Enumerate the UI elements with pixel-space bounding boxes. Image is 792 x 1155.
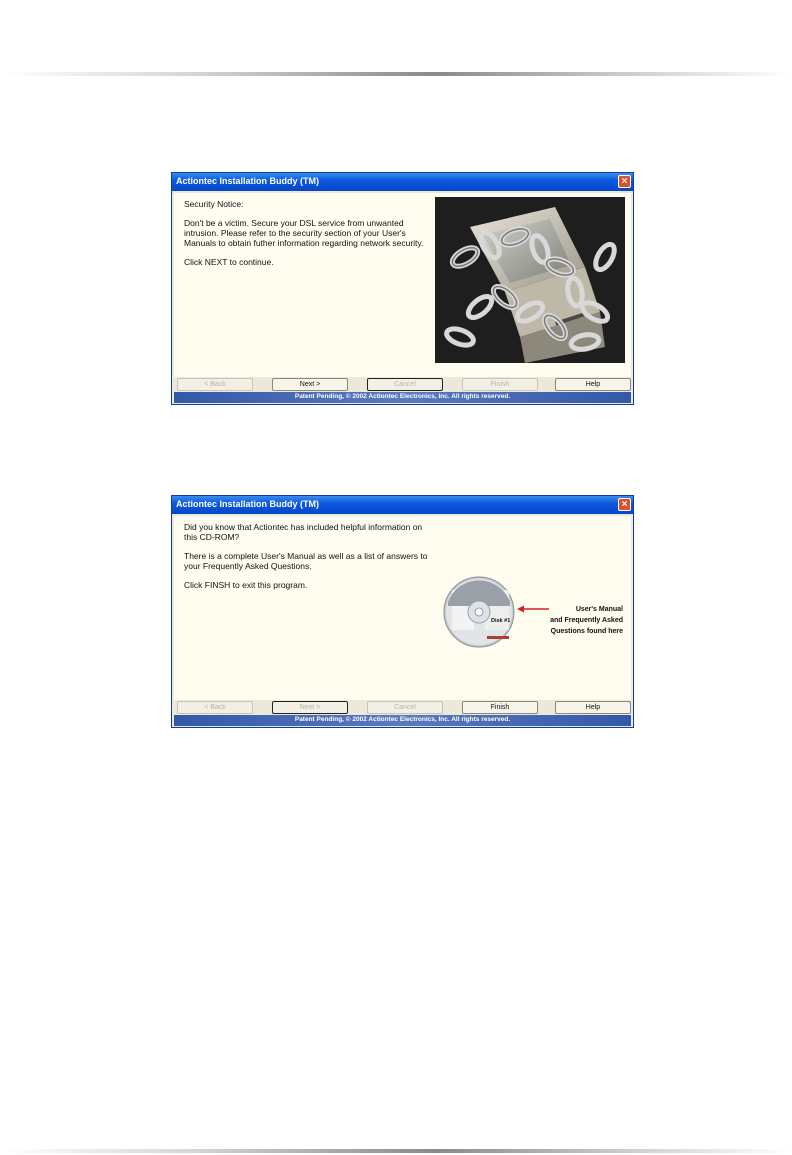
cdrom-image	[435, 520, 625, 686]
security-notice-dialog	[171, 172, 634, 405]
title-bar	[172, 173, 633, 191]
back-button[interactable]: < Back	[177, 701, 253, 714]
callout-line-1: User's Manual	[575, 606, 623, 613]
window-title: Actiontec Installation Buddy (TM)	[176, 499, 319, 509]
dialog-content	[174, 516, 631, 700]
cd-callout-label	[543, 604, 623, 637]
finish-button[interactable]: Finish	[462, 701, 538, 714]
message-text	[184, 199, 429, 276]
copyright-text: Patent Pending, © 2002 Actiontec Electronics, Inc. All rights reserved.	[294, 716, 511, 723]
status-bar	[174, 392, 631, 403]
back-button[interactable]: < Back	[177, 378, 253, 391]
dialog-content	[174, 193, 631, 377]
cdrom-question: Did you know that Actiontec has included helpful information on this CD-ROM?	[184, 522, 423, 542]
close-icon[interactable]: ×	[618, 175, 631, 188]
status-bar	[174, 715, 631, 726]
manual-info: There is a complete User's Manual as well as a list of answers to your Frequently Asked Questions.	[184, 551, 428, 571]
continue-instruction: Click NEXT to continue.	[184, 257, 274, 267]
close-icon[interactable]: ×	[618, 498, 631, 511]
security-message: Don't be a victim. Secure your DSL service from unwanted intrusion. Please refer to the security section of your User's Manuals to obtain futher information regarding network security.	[184, 218, 424, 248]
help-button[interactable]: Help	[555, 378, 631, 391]
finish-instruction: Click FINSH to exit this program.	[184, 580, 308, 590]
copyright-text: Patent Pending, © 2002 Actiontec Electronics, Inc. All rights reserved.	[294, 393, 511, 400]
callout-line-2: and Frequently Asked	[550, 617, 623, 624]
cancel-button[interactable]: Cancel	[367, 378, 443, 391]
next-button[interactable]: Next >	[272, 378, 348, 391]
next-button[interactable]: Next >	[272, 701, 348, 714]
bottom-divider	[0, 1149, 792, 1153]
button-bar	[174, 700, 631, 715]
title-bar	[172, 496, 633, 514]
top-divider	[0, 72, 792, 76]
cancel-button[interactable]: Cancel	[367, 701, 443, 714]
security-heading: Security Notice:	[184, 199, 244, 209]
chained-computer-image	[435, 197, 625, 363]
window-title: Actiontec Installation Buddy (TM)	[176, 176, 319, 186]
callout-line-3: Questions found here	[550, 628, 623, 635]
message-text	[184, 522, 429, 599]
button-bar	[174, 377, 631, 392]
finish-button[interactable]: Finish	[462, 378, 538, 391]
help-button[interactable]: Help	[555, 701, 631, 714]
disc-number-text: Disk #1	[491, 618, 511, 624]
cdrom-info-dialog	[171, 495, 634, 728]
